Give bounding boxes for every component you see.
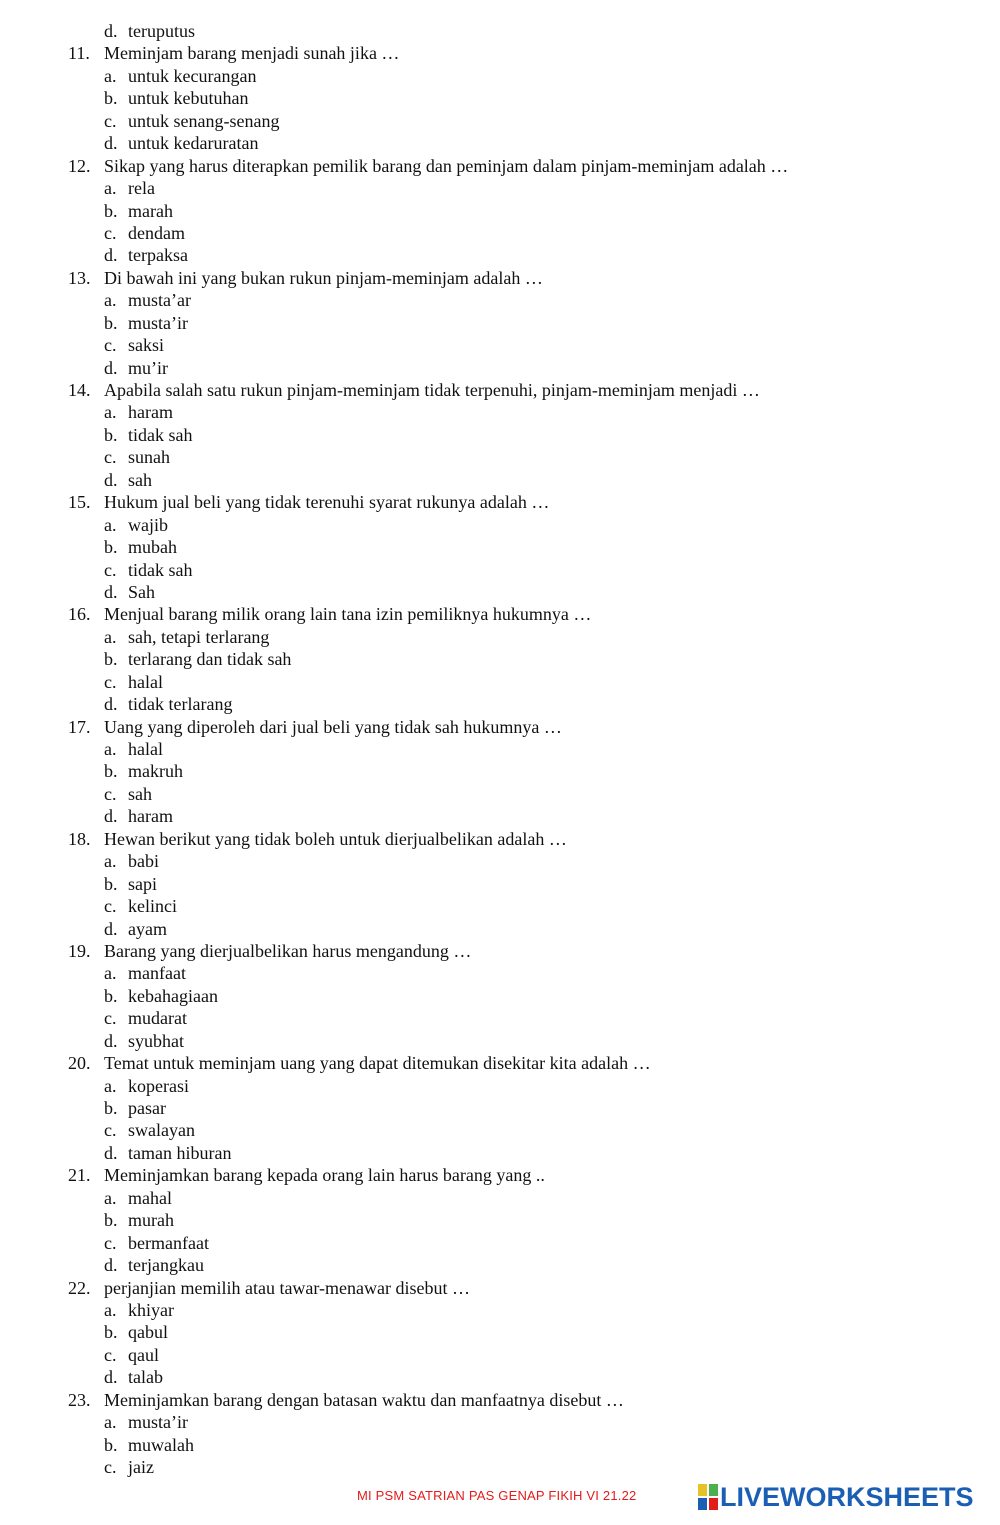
- option-text: pasar: [128, 1098, 166, 1118]
- option-line: [0, 850, 1000, 872]
- option-line: [0, 1119, 1000, 1141]
- option-letter: b.: [104, 537, 118, 558]
- question-number: 18.: [68, 828, 91, 849]
- option-line: [0, 20, 1000, 42]
- option-letter: b.: [104, 312, 118, 333]
- option-line: [0, 1187, 1000, 1209]
- option-line: [0, 177, 1000, 199]
- option-text: babi: [128, 851, 159, 872]
- option-letter: a.: [104, 514, 117, 535]
- question-line: [0, 155, 1000, 177]
- option-text: rela: [128, 178, 155, 199]
- option-line: [0, 357, 1000, 379]
- worksheet-caption: MI PSM SATRIAN PAS GENAP FIKIH VI 21.22: [357, 1488, 637, 1503]
- option-line: [0, 738, 1000, 760]
- option-letter: c.: [104, 1232, 117, 1253]
- brand-name: LIVEWORKSHEETS: [720, 1481, 974, 1512]
- option-text: terlarang dan tidak sah: [128, 649, 292, 670]
- question-number: 22.: [68, 1277, 91, 1298]
- option-text: mu’ir: [128, 357, 168, 378]
- option-text: jaiz: [128, 1457, 154, 1477]
- option-letter: a.: [104, 65, 117, 86]
- option-text: Sah: [128, 581, 155, 602]
- option-text: muwalah: [128, 1434, 194, 1455]
- question-line: [0, 940, 1000, 962]
- question-number: 13.: [68, 267, 91, 288]
- option-line: [0, 783, 1000, 805]
- option-letter: d.: [104, 469, 118, 490]
- option-letter: a.: [104, 739, 117, 759]
- option-letter: b.: [104, 761, 118, 782]
- option-line: [0, 1456, 1000, 1478]
- option-text: mudarat: [128, 1008, 187, 1029]
- option-text: tidak sah: [128, 424, 193, 445]
- option-line: [0, 65, 1000, 87]
- option-letter: d.: [104, 133, 118, 154]
- option-letter: a.: [104, 178, 117, 199]
- option-letter: c.: [104, 1344, 117, 1365]
- option-letter: c.: [104, 1008, 117, 1029]
- option-line: [0, 87, 1000, 109]
- option-line: [0, 805, 1000, 827]
- option-line: [0, 1434, 1000, 1456]
- option-text: ayam: [128, 918, 167, 939]
- question-number: 15.: [68, 492, 91, 513]
- option-line: [0, 1209, 1000, 1231]
- option-letter: b.: [104, 1210, 118, 1231]
- question-text: Uang yang diperoleh dari jual beli yang tidak sah hukumnya …: [104, 716, 562, 737]
- question-line: [0, 1164, 1000, 1186]
- option-text: dendam: [128, 222, 185, 243]
- option-letter: b.: [104, 1434, 118, 1455]
- question-text: Temat untuk meminjam uang yang dapat ditemukan disekitar kita adalah …: [104, 1053, 651, 1074]
- question-line: [0, 716, 1000, 738]
- option-line: [0, 312, 1000, 334]
- option-line: [0, 1232, 1000, 1254]
- option-letter: c.: [104, 559, 117, 580]
- option-line: [0, 401, 1000, 423]
- option-letter: a.: [104, 290, 117, 311]
- question-text: Menjual barang milik orang lain tana izin pemiliknya hukumnya …: [104, 604, 592, 625]
- option-text: kebahagiaan: [128, 985, 218, 1006]
- option-text: tidak terlarang: [128, 694, 233, 715]
- question-line: [0, 1052, 1000, 1074]
- option-text: halal: [128, 671, 163, 692]
- option-letter: a.: [104, 851, 117, 872]
- option-letter: c.: [104, 896, 117, 917]
- option-line: [0, 424, 1000, 446]
- option-text: mubah: [128, 537, 177, 558]
- option-line: [0, 626, 1000, 648]
- option-letter: a.: [104, 626, 117, 647]
- option-letter: b.: [104, 649, 118, 670]
- option-letter: d.: [104, 918, 118, 939]
- option-letter: c.: [104, 783, 117, 804]
- option-letter: b.: [104, 985, 118, 1006]
- question-text: perjanjian memilih atau tawar-menawar disebut …: [104, 1277, 471, 1298]
- option-line: [0, 962, 1000, 984]
- option-text: terpaksa: [128, 245, 188, 266]
- question-line: [0, 491, 1000, 513]
- option-line: [0, 222, 1000, 244]
- worksheet: [0, 20, 1000, 1478]
- question-text: Apabila salah satu rukun pinjam-meminjam tidak terpenuhi, pinjam-meminjam menjadi …: [104, 380, 760, 400]
- option-text: terjangkau: [128, 1255, 204, 1276]
- option-line: [0, 1254, 1000, 1276]
- question-number: 11.: [68, 43, 90, 64]
- option-line: [0, 446, 1000, 468]
- option-letter: d.: [104, 1255, 118, 1276]
- question-number: 23.: [68, 1389, 91, 1410]
- option-text: saksi: [128, 335, 164, 356]
- option-letter: d.: [104, 1142, 118, 1163]
- option-text: untuk kecurangan: [128, 65, 257, 86]
- option-letter: d.: [104, 694, 118, 715]
- question-text: Meminjamkan barang kepada orang lain harus barang yang ..: [104, 1165, 545, 1186]
- question-number: 16.: [68, 604, 91, 625]
- option-letter: b.: [104, 200, 118, 221]
- option-letter: d.: [104, 357, 118, 378]
- option-letter: a.: [104, 1299, 117, 1320]
- option-letter: c.: [104, 222, 117, 243]
- option-line: [0, 536, 1000, 558]
- option-text: sunah: [128, 447, 170, 468]
- option-letter: b.: [104, 1322, 118, 1343]
- option-text: makruh: [128, 761, 183, 782]
- question-number: 19.: [68, 940, 91, 961]
- option-line: [0, 1366, 1000, 1388]
- question-line: [0, 1277, 1000, 1299]
- option-letter: c.: [104, 1457, 117, 1477]
- option-letter: d.: [104, 1030, 118, 1051]
- option-letter: d.: [104, 21, 118, 41]
- question-line: [0, 267, 1000, 289]
- option-letter: c.: [104, 1120, 117, 1141]
- option-line: [0, 1344, 1000, 1366]
- option-text: marah: [128, 200, 173, 221]
- option-text: sapi: [128, 873, 157, 894]
- option-text: wajib: [128, 514, 168, 535]
- question-text: Meminjamkan barang dengan batasan waktu dan manfaatnya disebut …: [104, 1389, 624, 1410]
- question-line: [0, 379, 1000, 401]
- option-letter: c.: [104, 671, 117, 692]
- question-number: 17.: [68, 716, 91, 737]
- option-line: [0, 693, 1000, 715]
- option-text: manfaat: [128, 963, 186, 984]
- option-text: untuk kedaruratan: [128, 133, 259, 154]
- option-text: bermanfaat: [128, 1232, 209, 1253]
- option-line: [0, 1411, 1000, 1433]
- option-line: [0, 985, 1000, 1007]
- option-text: untuk kebutuhan: [128, 88, 249, 109]
- option-line: [0, 760, 1000, 782]
- option-text: haram: [128, 806, 173, 827]
- option-letter: a.: [104, 1412, 117, 1433]
- option-letter: a.: [104, 963, 117, 984]
- option-line: [0, 514, 1000, 536]
- question-line: [0, 603, 1000, 625]
- option-letter: c.: [104, 110, 117, 131]
- option-text: murah: [128, 1210, 174, 1231]
- option-text: syubhat: [128, 1030, 184, 1051]
- option-line: [0, 1075, 1000, 1097]
- option-letter: b.: [104, 873, 118, 894]
- question-number: 20.: [68, 1053, 91, 1074]
- option-letter: d.: [104, 1367, 118, 1388]
- option-line: [0, 1007, 1000, 1029]
- option-text: qaul: [128, 1344, 159, 1365]
- option-line: [0, 918, 1000, 940]
- question-line: [0, 42, 1000, 64]
- question-text: Sikap yang harus diterapkan pemilik barang dan peminjam dalam pinjam-meminjam adalah …: [104, 155, 789, 176]
- question-number: 12.: [68, 155, 91, 176]
- option-text: teruputus: [128, 21, 195, 41]
- question-line: [0, 1389, 1000, 1411]
- option-text: qabul: [128, 1322, 168, 1343]
- option-line: [0, 469, 1000, 491]
- option-line: [0, 581, 1000, 603]
- option-text: halal: [128, 739, 163, 759]
- option-letter: a.: [104, 402, 117, 423]
- option-letter: b.: [104, 1098, 118, 1118]
- option-letter: b.: [104, 88, 118, 109]
- option-line: [0, 1030, 1000, 1052]
- option-text: musta’ir: [128, 312, 188, 333]
- question-text: Hukum jual beli yang tidak terenuhi syarat rukunya adalah …: [104, 492, 550, 513]
- option-letter: d.: [104, 581, 118, 602]
- question-text: Di bawah ini yang bukan rukun pinjam-meminjam adalah …: [104, 267, 543, 288]
- option-text: koperasi: [128, 1075, 189, 1096]
- option-text: talab: [128, 1367, 163, 1388]
- option-text: tidak sah: [128, 559, 193, 580]
- option-line: [0, 671, 1000, 693]
- option-letter: d.: [104, 806, 118, 827]
- question-text: Meminjam barang menjadi sunah jika …: [104, 43, 400, 64]
- option-line: [0, 334, 1000, 356]
- question-text: Barang yang dierjualbelikan harus mengandung …: [104, 940, 472, 961]
- option-letter: b.: [104, 424, 118, 445]
- question-line: [0, 828, 1000, 850]
- question-text: Hewan berikut yang tidak boleh untuk dierjualbelikan adalah …: [104, 828, 567, 849]
- option-letter: c.: [104, 447, 117, 468]
- option-line: [0, 1097, 1000, 1119]
- option-line: [0, 1142, 1000, 1164]
- option-text: taman hiburan: [128, 1142, 232, 1163]
- option-text: swalayan: [128, 1120, 195, 1141]
- option-line: [0, 200, 1000, 222]
- option-line: [0, 559, 1000, 581]
- option-text: musta’ar: [128, 290, 191, 311]
- option-letter: c.: [104, 335, 117, 356]
- option-text: sah, tetapi terlarang: [128, 626, 270, 647]
- option-line: [0, 873, 1000, 895]
- option-text: untuk senang-senang: [128, 110, 280, 131]
- option-line: [0, 244, 1000, 266]
- question-number: 21.: [68, 1165, 91, 1186]
- option-line: [0, 648, 1000, 670]
- question-list: [0, 42, 1000, 1478]
- question-number: 14.: [68, 380, 91, 400]
- option-line: [0, 289, 1000, 311]
- option-text: musta’ir: [128, 1412, 188, 1433]
- liveworksheets-logo-icon: [698, 1484, 718, 1510]
- option-text: haram: [128, 402, 173, 423]
- option-text: sah: [128, 783, 152, 804]
- brand-lockup: [698, 1480, 974, 1514]
- option-line: [0, 895, 1000, 917]
- option-line: [0, 1299, 1000, 1321]
- option-text: mahal: [128, 1187, 172, 1208]
- option-line: [0, 110, 1000, 132]
- option-letter: a.: [104, 1075, 117, 1096]
- option-line: [0, 132, 1000, 154]
- option-text: khiyar: [128, 1299, 174, 1320]
- option-letter: a.: [104, 1187, 117, 1208]
- option-letter: d.: [104, 245, 118, 266]
- option-text: kelinci: [128, 896, 177, 917]
- option-text: sah: [128, 469, 152, 490]
- option-line: [0, 1321, 1000, 1343]
